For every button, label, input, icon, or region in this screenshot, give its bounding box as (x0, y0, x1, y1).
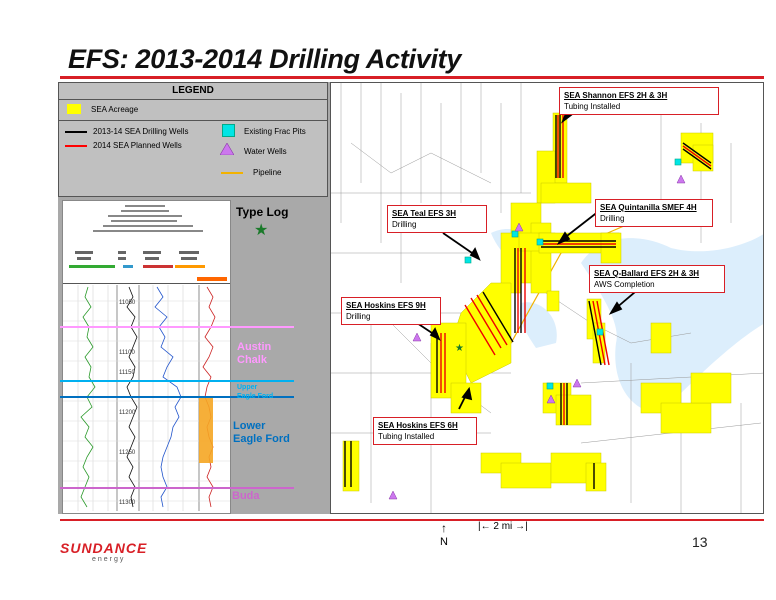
upper-ef-top-line (60, 380, 294, 382)
legend-title: LEGEND (59, 83, 327, 100)
callout-status: Drilling (346, 312, 371, 321)
depth-label: 11050 (119, 300, 136, 306)
callout-status: Tubing Installed (564, 102, 621, 111)
acreage-swatch (67, 104, 81, 114)
callout-quintanilla (595, 199, 713, 227)
type-log-graphic (63, 201, 230, 513)
water-well-icon (220, 143, 234, 155)
legend-planned-label: 2014 SEA Planned Wells (93, 141, 182, 150)
buda-label: Buda (232, 490, 260, 502)
callout-q-ballard (589, 265, 725, 293)
scale-bar (478, 521, 528, 532)
type-log-chart (62, 200, 231, 514)
legend (58, 82, 328, 197)
frac-pit-icon (222, 124, 235, 137)
depth-label: 11250 (119, 450, 136, 456)
legend-drilling-label: 2013-14 SEA Drilling Wells (93, 127, 189, 136)
callout-title: SEA Hoskins EFS 6H (378, 421, 458, 430)
austin-chalk-top-line (60, 326, 294, 328)
scale-label: 2 mi (493, 521, 513, 532)
upper-eagle-ford-label: Upper Eagle Ford (237, 384, 274, 400)
legend-water-label: Water Wells (244, 147, 287, 156)
callout-hoskins-9h (341, 297, 441, 325)
north-label: N (440, 536, 448, 548)
company-logo-sub: energy (92, 556, 126, 563)
svg-text:★: ★ (455, 343, 464, 354)
footer-rule (60, 519, 764, 521)
callout-status: Tubing Installed (378, 432, 435, 441)
callout-status: AWS Completion (594, 280, 655, 289)
pipeline-line-icon (221, 172, 243, 174)
legend-divider (59, 120, 327, 121)
depth-label: 11150 (119, 370, 135, 376)
planned-line-icon (65, 145, 87, 147)
callout-title: SEA Hoskins EFS 9H (346, 301, 426, 310)
slide-title: EFS: 2013-2014 Drilling Activity (68, 44, 462, 74)
type-log-label: Type Log (236, 205, 289, 219)
austin-chalk-label: Austin Chalk (237, 341, 272, 366)
callout-teal (387, 205, 487, 233)
depth-label: 11300 (119, 500, 136, 506)
legend-pipeline-label: Pipeline (253, 168, 282, 177)
north-arrow (440, 522, 448, 548)
lower-eagle-ford-label: Lower Eagle Ford (233, 420, 290, 445)
company-logo: SUNDANCE (60, 540, 148, 556)
drilling-line-icon (65, 131, 87, 133)
page-number: 13 (692, 534, 708, 550)
callout-status: Drilling (600, 214, 625, 223)
legend-frac-label: Existing Frac Pits (244, 127, 306, 136)
acreage-map (330, 82, 764, 514)
callout-title: SEA Shannon EFS 2H & 3H (564, 91, 668, 100)
legend-acreage-label: SEA Acreage (91, 105, 139, 114)
scale-bar-icon: |← (478, 521, 494, 532)
star-icon: ★ (254, 222, 269, 239)
callout-title: SEA Teal EFS 3H (392, 209, 457, 218)
title-rule (60, 76, 764, 79)
callout-shannon (559, 87, 719, 115)
depth-label: 11200 (119, 410, 136, 416)
callout-status: Drilling (392, 220, 417, 229)
callout-hoskins-6h (373, 417, 477, 445)
scale-bar-icon: →| (512, 521, 528, 532)
callout-title: SEA Q-Ballard EFS 2H & 3H (594, 269, 700, 278)
north-arrow-icon: ↑ (440, 521, 447, 535)
depth-label: 11100 (119, 350, 135, 356)
buda-top-line (60, 487, 294, 489)
callout-title: SEA Quintanilla SMEF 4H (600, 203, 697, 212)
